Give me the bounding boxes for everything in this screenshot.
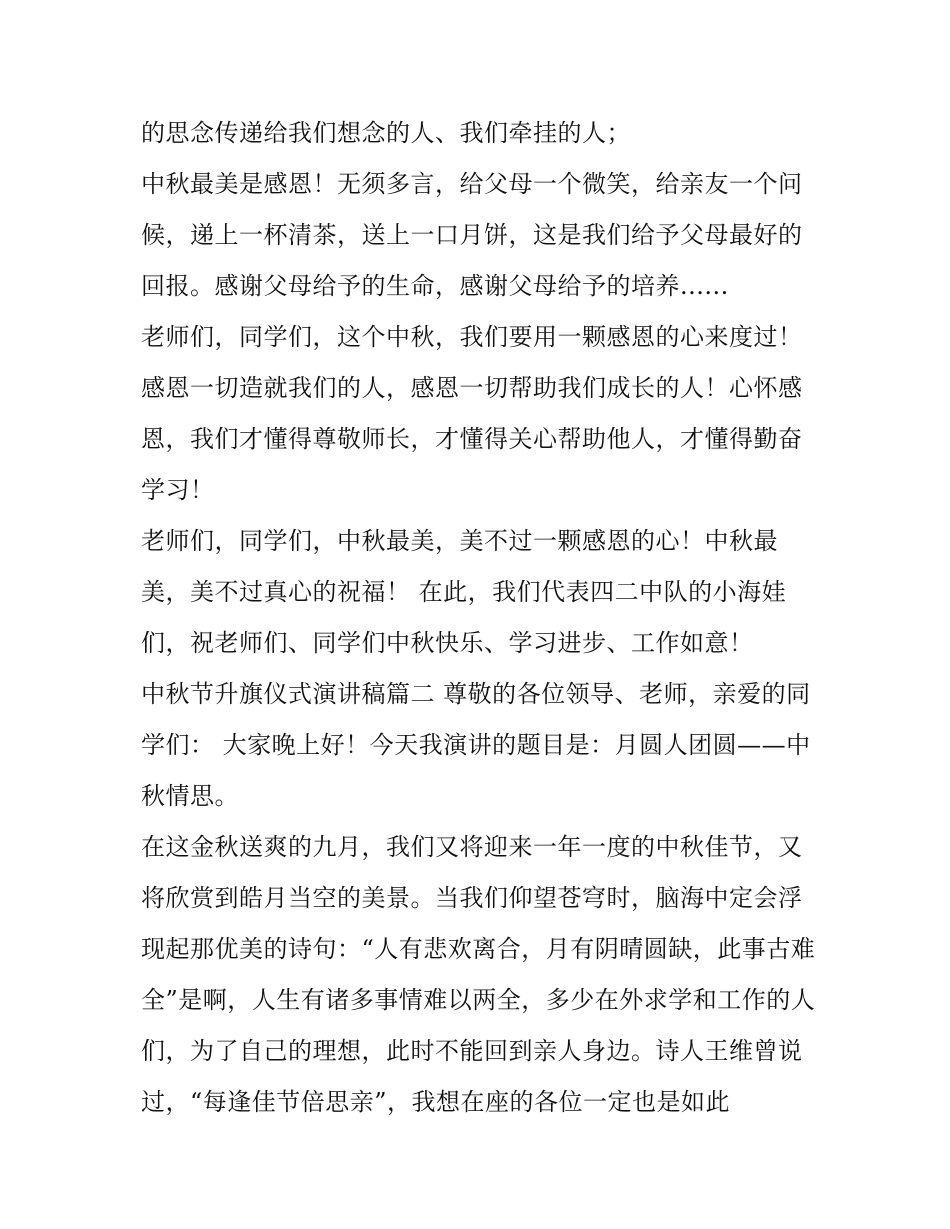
paragraph-2: 中秋最美是感恩！无须多言，给父母一个微笑，给亲友一个问候，递上一杯清茶，送上一口月饼，这是我们给予父母最好的回报。感谢父母给予的生命，感谢父母给予的培养...... [141, 170, 803, 300]
paragraph-4: 老师们，同学们，中秋最美，美不过一颗感恩的心！中秋最美，美不过真心的祝福！ 在此，我们代表四二中队的小海娃们，祝老师们、同学们中秋快乐、学习进步、工作如意！ [141, 527, 787, 657]
paragraph-5: 中秋节升旗仪式演讲稿篇二 尊敬的各位领导、老师，亲爱的同学们： 大家晚上好！今天我演讲的题目是：月圆人团圆——中秋情思。 [141, 680, 811, 810]
paragraph-6: 在这金秋送爽的九月，我们又将迎来一年一度的中秋佳节，又将欣赏到皓月当空的美景。当我们仰望苍穹时，脑海中定会浮现起那优美的诗句：“人有悲欢离合，月有阴晴圆缺，此事古难全”是啊，人生有诸多事情难以两全，多少在外求学和工作的人们，为了自己的理想，此时不能回到亲人身边。诗人王维曾说过，“每逢佳节倍思亲”，我想在座的各位一定也是如此 [141, 833, 816, 1116]
document-body [141, 108, 821, 1128]
paragraph-1: 的思念传递给我们想念的人、我们牵挂的人； [141, 119, 631, 147]
paragraph-3: 老师们，同学们，这个中秋，我们要用一颗感恩的心来度过！感恩一切造就我们的人，感恩一切帮助我们成长的人！心怀感恩，我们才懂得尊敬师长，才懂得关心帮助他人，才懂得勤奋学习！ [141, 323, 803, 504]
